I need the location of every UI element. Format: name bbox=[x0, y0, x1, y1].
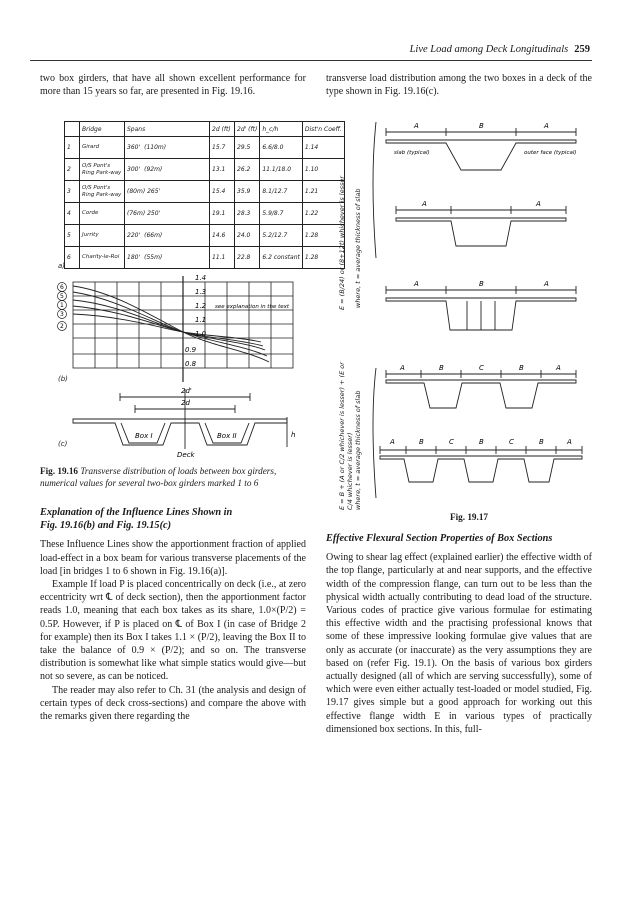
row-span-value: (80m) 265' bbox=[127, 188, 161, 195]
row-coeff: 1.21 bbox=[302, 181, 344, 203]
label-c-3: C bbox=[509, 438, 514, 446]
row-span-metric: (92m) bbox=[144, 166, 163, 173]
fig-19-17-caption-label: Fig. 19.17 bbox=[449, 512, 489, 522]
h-label: h bbox=[291, 431, 296, 439]
label-a-2: A bbox=[544, 122, 549, 130]
label-a-9: A bbox=[390, 438, 395, 446]
label-a-7: A bbox=[400, 364, 405, 372]
row-span bbox=[125, 247, 210, 269]
graph-note: see explanation in the text bbox=[215, 304, 290, 310]
marker-3: 3 bbox=[60, 311, 64, 318]
row-bridge: Corde bbox=[80, 203, 125, 225]
row-num: 2 bbox=[65, 159, 80, 181]
table-row bbox=[65, 181, 345, 203]
label-a-8: A bbox=[556, 364, 561, 372]
paragraph-effective-width: Owing to shear lag effect (explained earlier) the effective width of the top flange, particularly at and near supports, and the effective width of the compression flange, can turn out to be less than the physical width actually contributing to dead load of the structure. Various codes of practice give various formulae for estimating this effective width and the practising professional knows that some of these impressive looking formulae give values that are only as accurate (or inaccurate) as the very assumptions they are based on (refer Fig. 19.1). On the basis of various box girders actually designed (all of which are serving successfully), some of which were even either actually test-loaded or model studied, Fig. 19.17 gives simple but a good approach for working out this effective flange width E in various types of practically dimensioned box sections. In this, full- bbox=[326, 552, 592, 735]
fig-19-16-caption-text: Transverse distribution of loads between box girders, numerical values for several two-box girders marked 1 to 6 bbox=[40, 466, 277, 488]
paragraph-influence: These Influence Lines show the apportionment fraction of applied load-effect in a box beam for various transverse placements of the load [in bridges 1 to 6 shown in Fig. 19.16(a)]. bbox=[40, 539, 306, 577]
row-ratio: 6.6/8.0 bbox=[260, 137, 303, 159]
row-span-metric: (66m) bbox=[144, 232, 163, 239]
fig-label-a: a) bbox=[58, 262, 66, 270]
row-coeff: 1.22 bbox=[302, 203, 344, 225]
row-2dp: 29.5 bbox=[235, 137, 260, 159]
col-coeff: Dist'n Coeff. bbox=[302, 122, 344, 137]
paragraph-reference: The reader may also refer to Ch. 31 (the analysis and design of certain types of deck cross-sections) and compare the above with the remarks given there regarding the bbox=[40, 684, 306, 723]
header-rule bbox=[30, 60, 592, 61]
two-box-section-drawing bbox=[55, 385, 305, 460]
formula-bottom-where: where, t = average thickness of slab bbox=[354, 390, 362, 510]
marker-1: 1 bbox=[60, 302, 64, 309]
row-num: 1 bbox=[65, 137, 80, 159]
row-2dp: 35.9 bbox=[235, 181, 260, 203]
marker-5: 5 bbox=[60, 293, 64, 300]
left-column-text bbox=[40, 506, 306, 723]
label-c-2: C bbox=[449, 438, 454, 446]
table-body bbox=[65, 137, 345, 269]
running-head bbox=[410, 44, 590, 55]
row-2dp: 24.0 bbox=[235, 225, 260, 247]
table-row bbox=[65, 203, 345, 225]
row-ratio: 6.2 constant bbox=[260, 247, 303, 269]
formula-bottom: E = B + (A or C/2 whichever is lesser) + (E or C/4 whichever is lesser) bbox=[338, 362, 354, 510]
label-a-6: A bbox=[544, 280, 549, 288]
label-slab: slab (typical) bbox=[394, 150, 430, 156]
row-ratio: 11.1/18.0 bbox=[260, 159, 303, 181]
right-intro-text: transverse load distribution among the two boxes in a deck of the type shown in Fig. 19.16(c). bbox=[326, 73, 592, 98]
row-bridge: Charity-le-Roi bbox=[80, 247, 125, 269]
col-bridge: Bridge bbox=[80, 122, 125, 137]
table-row bbox=[65, 159, 345, 181]
deck-label: Deck bbox=[177, 451, 195, 459]
row-ratio: 8.1/12.7 bbox=[260, 181, 303, 203]
bridge-table bbox=[64, 121, 345, 269]
row-coeff: 1.10 bbox=[302, 159, 344, 181]
fig-19-16-caption bbox=[40, 466, 306, 489]
row-2d: 15.7 bbox=[210, 137, 235, 159]
row-2dp: 26.2 bbox=[235, 159, 260, 181]
label-b-3: B bbox=[439, 364, 444, 372]
box-sections bbox=[373, 122, 582, 498]
label-a-1: A bbox=[414, 122, 419, 130]
line-markers bbox=[58, 283, 67, 331]
row-bridge: Jurrity bbox=[80, 225, 125, 247]
label-a-3: A bbox=[422, 200, 427, 208]
left-intro-text: two box girders, that have all shown excellent performance for more than 15 years so far, are presented in Fig. 19.16. bbox=[40, 73, 306, 98]
row-bridge: Girard bbox=[80, 137, 125, 159]
row-span-value: 360' bbox=[127, 144, 141, 151]
subheading-effective-flexural: Effective Flexural Section Properties of Box Sections bbox=[326, 533, 553, 544]
row-2d: 15.4 bbox=[210, 181, 235, 203]
marker-6: 6 bbox=[60, 284, 64, 291]
label-b-4: B bbox=[519, 364, 524, 372]
row-span-value: 300' bbox=[127, 166, 141, 173]
label-b-5: B bbox=[419, 438, 424, 446]
val-0-8: 0.8 bbox=[185, 360, 197, 368]
paragraph-example: Example If load P is placed concentrically on deck (i.e., at zero eccentricity wrt ℄ of deck section), then the apportionment factor reads 1.0, meaning that each box takes as its share, 1.0×(P/2) = 0.5P. However, if P is placed on ℄ of Box I (in case of Bridge 2 for example) then its Box I takes 1.1 × (P/2), leaving the Box II to take the balance of 0.9 × (P/2); and so on. The transverse distribution is somewhat like what simple statics would give—but not so severe, as can be noticed. bbox=[40, 579, 306, 683]
row-2dp: 28.3 bbox=[235, 203, 260, 225]
right-intro bbox=[326, 72, 592, 98]
row-span-value: 220' bbox=[127, 232, 141, 239]
row-num: 4 bbox=[65, 203, 80, 225]
col-2dp: 2d' (ft) bbox=[235, 122, 260, 137]
graph-grid bbox=[73, 276, 293, 382]
col-ratio: h_c/h bbox=[260, 122, 303, 137]
fig-19-17-drawing bbox=[366, 118, 596, 498]
col-2d: 2d (ft) bbox=[210, 122, 235, 137]
row-num: 5 bbox=[65, 225, 80, 247]
fig-19-16-table bbox=[64, 121, 345, 269]
row-span bbox=[125, 159, 210, 181]
label-b-6: B bbox=[479, 438, 484, 446]
label-a-10: A bbox=[567, 438, 572, 446]
fig-label-c: (c) bbox=[58, 440, 68, 448]
formula-top-where: where, t = average thickness of slab bbox=[354, 188, 362, 308]
row-num: 6 bbox=[65, 247, 80, 269]
row-2d: 13.1 bbox=[210, 159, 235, 181]
val-1-1: 1.1 bbox=[195, 316, 207, 324]
running-title: Live Load among Deck Longitudinals bbox=[409, 44, 569, 55]
box-1-label: Box I bbox=[135, 432, 153, 440]
fig-label-b: (b) bbox=[58, 375, 68, 383]
row-span-metric: (110m) bbox=[144, 144, 167, 151]
section-outline bbox=[73, 389, 287, 449]
label-c-1: C bbox=[479, 364, 484, 372]
row-ratio: 5.2/12.7 bbox=[260, 225, 303, 247]
val-0-9: 0.9 bbox=[185, 346, 197, 354]
val-1-2: 1.2 bbox=[195, 302, 207, 310]
row-span bbox=[125, 181, 210, 203]
left-intro bbox=[40, 72, 306, 98]
row-bridge: O/S Pont's Ring Park-way bbox=[80, 181, 125, 203]
dim-2d-prime: 2d' bbox=[181, 387, 192, 395]
label-b-2: B bbox=[479, 280, 484, 288]
table-row bbox=[65, 225, 345, 247]
fig-19-16-caption-label: Fig. 19.16 bbox=[40, 466, 79, 476]
page-number: 259 bbox=[574, 44, 590, 55]
table-row bbox=[65, 247, 345, 269]
row-2d: 19.1 bbox=[210, 203, 235, 225]
subheading-influence-2: Fig. 19.16(b) and Fig. 19.15(c) bbox=[40, 520, 171, 532]
row-span bbox=[125, 203, 210, 225]
right-column-text bbox=[326, 532, 592, 736]
dim-2d: 2d bbox=[181, 399, 190, 407]
label-b-1: B bbox=[479, 122, 484, 130]
influence-line-graph bbox=[55, 270, 305, 385]
row-coeff: 1.28 bbox=[302, 225, 344, 247]
val-1-4: 1.4 bbox=[195, 274, 207, 282]
col-spans: Spans bbox=[125, 122, 210, 137]
row-span bbox=[125, 225, 210, 247]
subheading-influence-1: Explanation of the Influence Lines Shown in bbox=[40, 507, 233, 518]
label-a-4: A bbox=[536, 200, 541, 208]
fig-19-17-caption bbox=[429, 512, 509, 524]
label-a-5: A bbox=[414, 280, 419, 288]
box-2-label: Box II bbox=[217, 432, 237, 440]
marker-2: 2 bbox=[60, 323, 64, 330]
table-row bbox=[65, 137, 345, 159]
val-1-3: 1.3 bbox=[195, 288, 207, 296]
row-span-metric: (55m) bbox=[144, 254, 163, 261]
row-span-value: (76m) 250' bbox=[127, 210, 161, 217]
row-2d: 11.1 bbox=[210, 247, 235, 269]
row-2d: 14.6 bbox=[210, 225, 235, 247]
row-bridge: O/S Pont's Ring Park-way bbox=[80, 159, 125, 181]
label-outer-face: outer face (typical) bbox=[524, 150, 577, 156]
row-ratio: 5.9/8.7 bbox=[260, 203, 303, 225]
row-2dp: 22.8 bbox=[235, 247, 260, 269]
row-coeff: 1.28 bbox=[302, 247, 344, 269]
row-num: 3 bbox=[65, 181, 80, 203]
table-header-row bbox=[65, 122, 345, 137]
row-coeff: 1.14 bbox=[302, 137, 344, 159]
fig-19-17-labels bbox=[389, 122, 577, 446]
label-b-7: B bbox=[539, 438, 544, 446]
row-span bbox=[125, 137, 210, 159]
formula-top: E = (B/24) or (8+12t) whichever is lesser bbox=[338, 175, 346, 310]
row-span-value: 180' bbox=[127, 254, 141, 261]
val-1-0: 1.0 bbox=[195, 330, 207, 338]
